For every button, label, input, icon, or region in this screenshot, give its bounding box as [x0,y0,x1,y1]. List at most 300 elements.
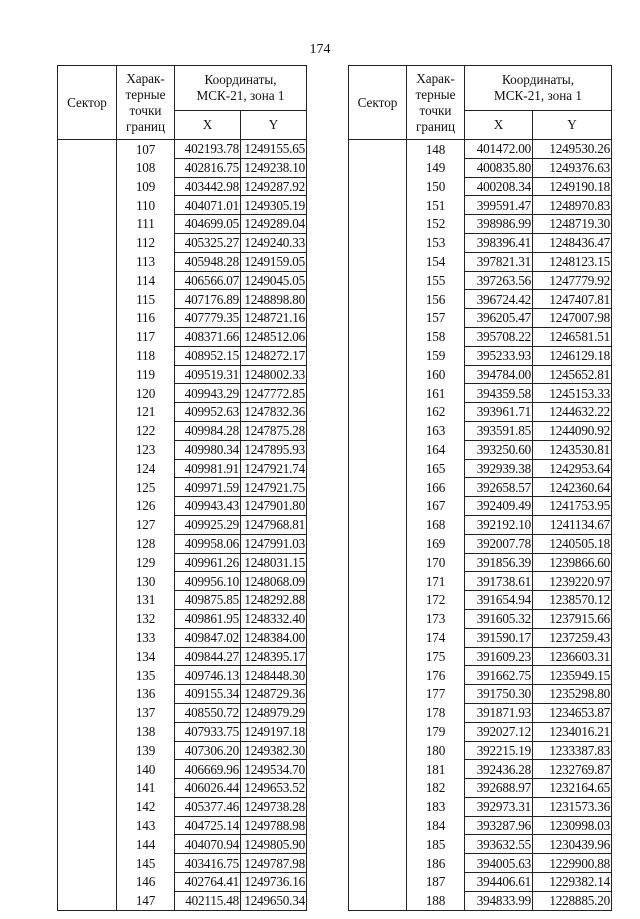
y-coordinate: 1241134.67 [533,515,612,534]
y-coordinate: 1248384.00 [241,628,307,647]
y-coordinate: 1249240.33 [241,233,307,252]
sector-cell [349,403,407,422]
header-y: Y [241,111,307,140]
table-row [349,628,612,647]
x-coordinate: 404725.14 [175,816,241,835]
y-coordinate: 1247772.85 [241,384,307,403]
table-row [58,158,307,177]
x-coordinate: 409847.02 [175,628,241,647]
coordinates-table-left [57,65,307,911]
table-row [349,309,612,328]
table-row [349,177,612,196]
sector-cell [349,421,407,440]
y-coordinate: 1232769.87 [533,760,612,779]
sector-cell [349,797,407,816]
table-row [58,703,307,722]
y-coordinate: 1249305.19 [241,196,307,215]
table-row [58,459,307,478]
y-coordinate: 1249736.16 [241,873,307,892]
sector-cell [349,478,407,497]
table-row [349,346,612,365]
point-number: 150 [407,177,465,196]
sector-cell [349,703,407,722]
point-number: 127 [117,515,175,534]
point-number: 131 [117,591,175,610]
coordinates-table-right [348,65,612,911]
sector-cell [58,854,117,873]
y-coordinate: 1247895.93 [241,440,307,459]
sector-cell [349,140,407,159]
point-number: 156 [407,290,465,309]
y-coordinate: 1247779.92 [533,271,612,290]
x-coordinate: 397263.56 [465,271,533,290]
point-number: 133 [117,628,175,647]
y-coordinate: 1246581.51 [533,327,612,346]
sector-cell [349,309,407,328]
table-row [349,609,612,628]
x-coordinate: 407176.89 [175,290,241,309]
table-row [349,854,612,873]
point-number: 178 [407,703,465,722]
x-coordinate: 396205.47 [465,309,533,328]
table-row [58,196,307,215]
x-coordinate: 405325.27 [175,233,241,252]
y-coordinate: 1249376.63 [533,158,612,177]
table-row [58,628,307,647]
y-coordinate: 1242360.64 [533,478,612,497]
table-row [349,572,612,591]
x-coordinate: 392939.38 [465,459,533,478]
y-coordinate: 1249650.34 [241,891,307,910]
x-coordinate: 409961.26 [175,553,241,572]
point-number: 145 [117,854,175,873]
table-row [349,327,612,346]
sector-cell [349,666,407,685]
point-number: 119 [117,365,175,384]
point-number: 180 [407,741,465,760]
table-row [349,797,612,816]
point-number: 164 [407,440,465,459]
x-coordinate: 393591.85 [465,421,533,440]
x-coordinate: 409943.29 [175,384,241,403]
point-number: 136 [117,685,175,704]
y-coordinate: 1238570.12 [533,591,612,610]
point-number: 107 [117,140,175,159]
sector-cell [58,365,117,384]
table-row [349,497,612,516]
x-coordinate: 392688.97 [465,779,533,798]
x-coordinate: 409746.13 [175,666,241,685]
sector-cell [349,609,407,628]
table-row [58,591,307,610]
y-coordinate: 1248512.06 [241,327,307,346]
point-number: 169 [407,534,465,553]
table-row [58,233,307,252]
sector-cell [349,158,407,177]
sector-cell [349,440,407,459]
x-coordinate: 392658.57 [465,478,533,497]
y-coordinate: 1249289.04 [241,215,307,234]
sector-cell [349,685,407,704]
point-number: 153 [407,233,465,252]
point-number: 166 [407,478,465,497]
point-number: 170 [407,553,465,572]
x-coordinate: 409971.59 [175,478,241,497]
table-row [349,741,612,760]
sector-cell [58,741,117,760]
y-coordinate: 1249534.70 [241,760,307,779]
point-number: 111 [117,215,175,234]
sector-cell [58,647,117,666]
sector-cell [58,177,117,196]
point-number: 143 [117,816,175,835]
table-row [349,140,612,159]
sector-cell [58,572,117,591]
sector-cell [58,497,117,516]
point-number: 168 [407,515,465,534]
sector-cell [58,384,117,403]
x-coordinate: 408550.72 [175,703,241,722]
table-row [349,215,612,234]
sector-cell [349,647,407,666]
x-coordinate: 392215.19 [465,741,533,760]
x-coordinate: 408952.15 [175,346,241,365]
sector-cell [349,290,407,309]
y-coordinate: 1234016.21 [533,722,612,741]
table-row [58,290,307,309]
point-number: 128 [117,534,175,553]
point-number: 161 [407,384,465,403]
y-coordinate: 1249787.98 [241,854,307,873]
x-coordinate: 405948.28 [175,252,241,271]
y-coordinate: 1230998.03 [533,816,612,835]
x-coordinate: 391609.23 [465,647,533,666]
y-coordinate: 1248979.29 [241,703,307,722]
point-number: 152 [407,215,465,234]
table-row [349,873,612,892]
header-characteristic-points [117,66,175,140]
x-coordinate: 406669.96 [175,760,241,779]
x-coordinate: 391750.30 [465,685,533,704]
sector-cell [58,215,117,234]
x-coordinate: 395233.93 [465,346,533,365]
point-number: 109 [117,177,175,196]
sector-cell [349,722,407,741]
sector-cell [349,177,407,196]
table-row [349,252,612,271]
y-coordinate: 1235949.15 [533,666,612,685]
sector-cell [349,196,407,215]
sector-cell [58,628,117,647]
table-row [349,779,612,798]
sector-cell [58,459,117,478]
table-row [58,722,307,741]
point-number: 114 [117,271,175,290]
x-coordinate: 393961.71 [465,403,533,422]
x-coordinate: 393632.55 [465,835,533,854]
sector-cell [349,873,407,892]
x-coordinate: 391871.93 [465,703,533,722]
x-coordinate: 391605.32 [465,609,533,628]
x-coordinate: 403442.98 [175,177,241,196]
x-coordinate: 397821.31 [465,252,533,271]
point-number: 116 [117,309,175,328]
x-coordinate: 409925.29 [175,515,241,534]
x-coordinate: 409980.34 [175,440,241,459]
sector-cell [349,233,407,252]
header-char-line2: терные [415,86,456,102]
table-row [58,572,307,591]
y-coordinate: 1240505.18 [533,534,612,553]
point-number: 186 [407,854,465,873]
sector-cell [58,553,117,572]
table-row [58,497,307,516]
y-coordinate: 1247921.75 [241,478,307,497]
point-number: 160 [407,365,465,384]
table-row [58,685,307,704]
y-coordinate: 1235298.80 [533,685,612,704]
point-number: 132 [117,609,175,628]
sector-cell [58,327,117,346]
sector-cell [58,515,117,534]
point-number: 125 [117,478,175,497]
table-row [58,891,307,910]
y-coordinate: 1237915.66 [533,609,612,628]
sector-cell [58,140,117,159]
y-coordinate: 1232164.65 [533,779,612,798]
table-row [349,647,612,666]
table-row [58,403,307,422]
table-row [58,515,307,534]
sector-cell [58,158,117,177]
table-row [349,158,612,177]
sector-cell [58,196,117,215]
x-coordinate: 409519.31 [175,365,241,384]
sector-cell [58,440,117,459]
point-number: 146 [117,873,175,892]
x-coordinate: 392007.78 [465,534,533,553]
y-coordinate: 1248002.33 [241,365,307,384]
x-coordinate: 409956.10 [175,572,241,591]
sector-cell [58,609,117,628]
x-coordinate: 392436.28 [465,760,533,779]
x-coordinate: 391662.75 [465,666,533,685]
table-row [58,440,307,459]
y-coordinate: 1248272.17 [241,346,307,365]
header-characteristic-points [407,66,465,140]
x-coordinate: 391654.94 [465,591,533,610]
table-row [349,835,612,854]
header-coords-line2: МСК-21, зона 1 [493,88,583,103]
x-coordinate: 398986.99 [465,215,533,234]
point-number: 176 [407,666,465,685]
x-coordinate: 391856.39 [465,553,533,572]
y-coordinate: 1248292.88 [241,591,307,610]
table-row [58,779,307,798]
table-row [58,816,307,835]
sector-cell [58,835,117,854]
page-number: 174 [309,42,331,57]
y-coordinate: 1249788.98 [241,816,307,835]
table-row [349,196,612,215]
sector-cell [349,327,407,346]
x-coordinate: 409952.63 [175,403,241,422]
point-number: 185 [407,835,465,854]
table-row [58,873,307,892]
table-row [349,591,612,610]
sector-cell [58,779,117,798]
y-coordinate: 1239866.60 [533,553,612,572]
sector-cell [349,215,407,234]
x-coordinate: 394784.00 [465,365,533,384]
point-number: 183 [407,797,465,816]
y-coordinate: 1249045.05 [241,271,307,290]
x-coordinate: 400835.80 [465,158,533,177]
x-coordinate: 393250.60 [465,440,533,459]
x-coordinate: 404699.05 [175,215,241,234]
x-coordinate: 406566.07 [175,271,241,290]
y-coordinate: 1248448.30 [241,666,307,685]
y-coordinate: 1249805.90 [241,835,307,854]
sector-cell [58,534,117,553]
point-number: 108 [117,158,175,177]
x-coordinate: 405377.46 [175,797,241,816]
sector-cell [349,572,407,591]
y-coordinate: 1249653.52 [241,779,307,798]
y-coordinate: 1229382.14 [533,873,612,892]
y-coordinate: 1228885.20 [533,891,612,910]
header-char-line3: точки [419,102,452,118]
y-coordinate: 1239220.97 [533,572,612,591]
table-row [58,553,307,572]
table-row [349,703,612,722]
table-row [58,309,307,328]
sector-cell [58,685,117,704]
sector-cell [349,854,407,873]
point-number: 135 [117,666,175,685]
x-coordinate: 402115.48 [175,891,241,910]
table-row [349,722,612,741]
table-row [349,478,612,497]
y-coordinate: 1249238.10 [241,158,307,177]
header-coords-line2: МСК-21, зона 1 [196,88,285,103]
point-number: 148 [407,140,465,159]
x-coordinate: 402193.78 [175,140,241,159]
point-number: 174 [407,628,465,647]
point-number: 167 [407,497,465,516]
header-coordinates [175,66,307,111]
y-coordinate: 1231573.36 [533,797,612,816]
table-row [349,515,612,534]
y-coordinate: 1229900.88 [533,854,612,873]
sector-cell [58,891,117,910]
sector-cell [58,666,117,685]
sector-cell [58,271,117,290]
point-number: 130 [117,572,175,591]
table-row [58,252,307,271]
point-number: 188 [407,891,465,910]
point-number: 187 [407,873,465,892]
y-coordinate: 1249530.26 [533,140,612,159]
sector-cell [58,703,117,722]
table-row [349,685,612,704]
x-coordinate: 392973.31 [465,797,533,816]
table-row [58,215,307,234]
point-number: 112 [117,233,175,252]
point-number: 177 [407,685,465,704]
point-number: 120 [117,384,175,403]
y-coordinate: 1249155.65 [241,140,307,159]
sector-cell [58,478,117,497]
x-coordinate: 394833.99 [465,891,533,910]
sector-cell [349,760,407,779]
point-number: 171 [407,572,465,591]
y-coordinate: 1237259.43 [533,628,612,647]
x-coordinate: 392409.49 [465,497,533,516]
table-row [58,609,307,628]
y-coordinate: 1249287.92 [241,177,307,196]
y-coordinate: 1234653.87 [533,703,612,722]
x-coordinate: 396724.42 [465,290,533,309]
table-row [58,271,307,290]
header-char-line1: Харак- [416,70,455,86]
sector-cell [58,760,117,779]
sector-cell [349,252,407,271]
x-coordinate: 402816.75 [175,158,241,177]
y-coordinate: 1248123.15 [533,252,612,271]
point-number: 181 [407,760,465,779]
table-row [349,384,612,403]
header-char-line1: Харак- [126,70,165,86]
x-coordinate: 404070.94 [175,835,241,854]
table-row [349,440,612,459]
table-row [58,365,307,384]
y-coordinate: 1247991.03 [241,534,307,553]
x-coordinate: 404071.01 [175,196,241,215]
left-table-body [58,140,307,911]
point-number: 182 [407,779,465,798]
table-row [58,384,307,403]
header-coords-line1: Координаты, [501,72,574,87]
point-number: 129 [117,553,175,572]
y-coordinate: 1245652.81 [533,365,612,384]
sector-cell [349,835,407,854]
sector-cell [58,290,117,309]
table-row [349,365,612,384]
point-number: 139 [117,741,175,760]
table-row [349,553,612,572]
sector-cell [58,346,117,365]
sector-cell [349,891,407,910]
header-sector: Сектор [58,66,117,140]
table-row [58,835,307,854]
header-char-line4: границ [415,118,456,134]
right-table-body [349,140,612,911]
x-coordinate: 407779.35 [175,309,241,328]
point-number: 154 [407,252,465,271]
x-coordinate: 391738.61 [465,572,533,591]
sector-cell [349,534,407,553]
table-row [58,478,307,497]
table-row [58,854,307,873]
point-number: 162 [407,403,465,422]
y-coordinate: 1247832.36 [241,403,307,422]
y-coordinate: 1249159.05 [241,252,307,271]
y-coordinate: 1248395.17 [241,647,307,666]
header-char-line3: точки [129,102,162,118]
table-row [349,403,612,422]
point-number: 165 [407,459,465,478]
